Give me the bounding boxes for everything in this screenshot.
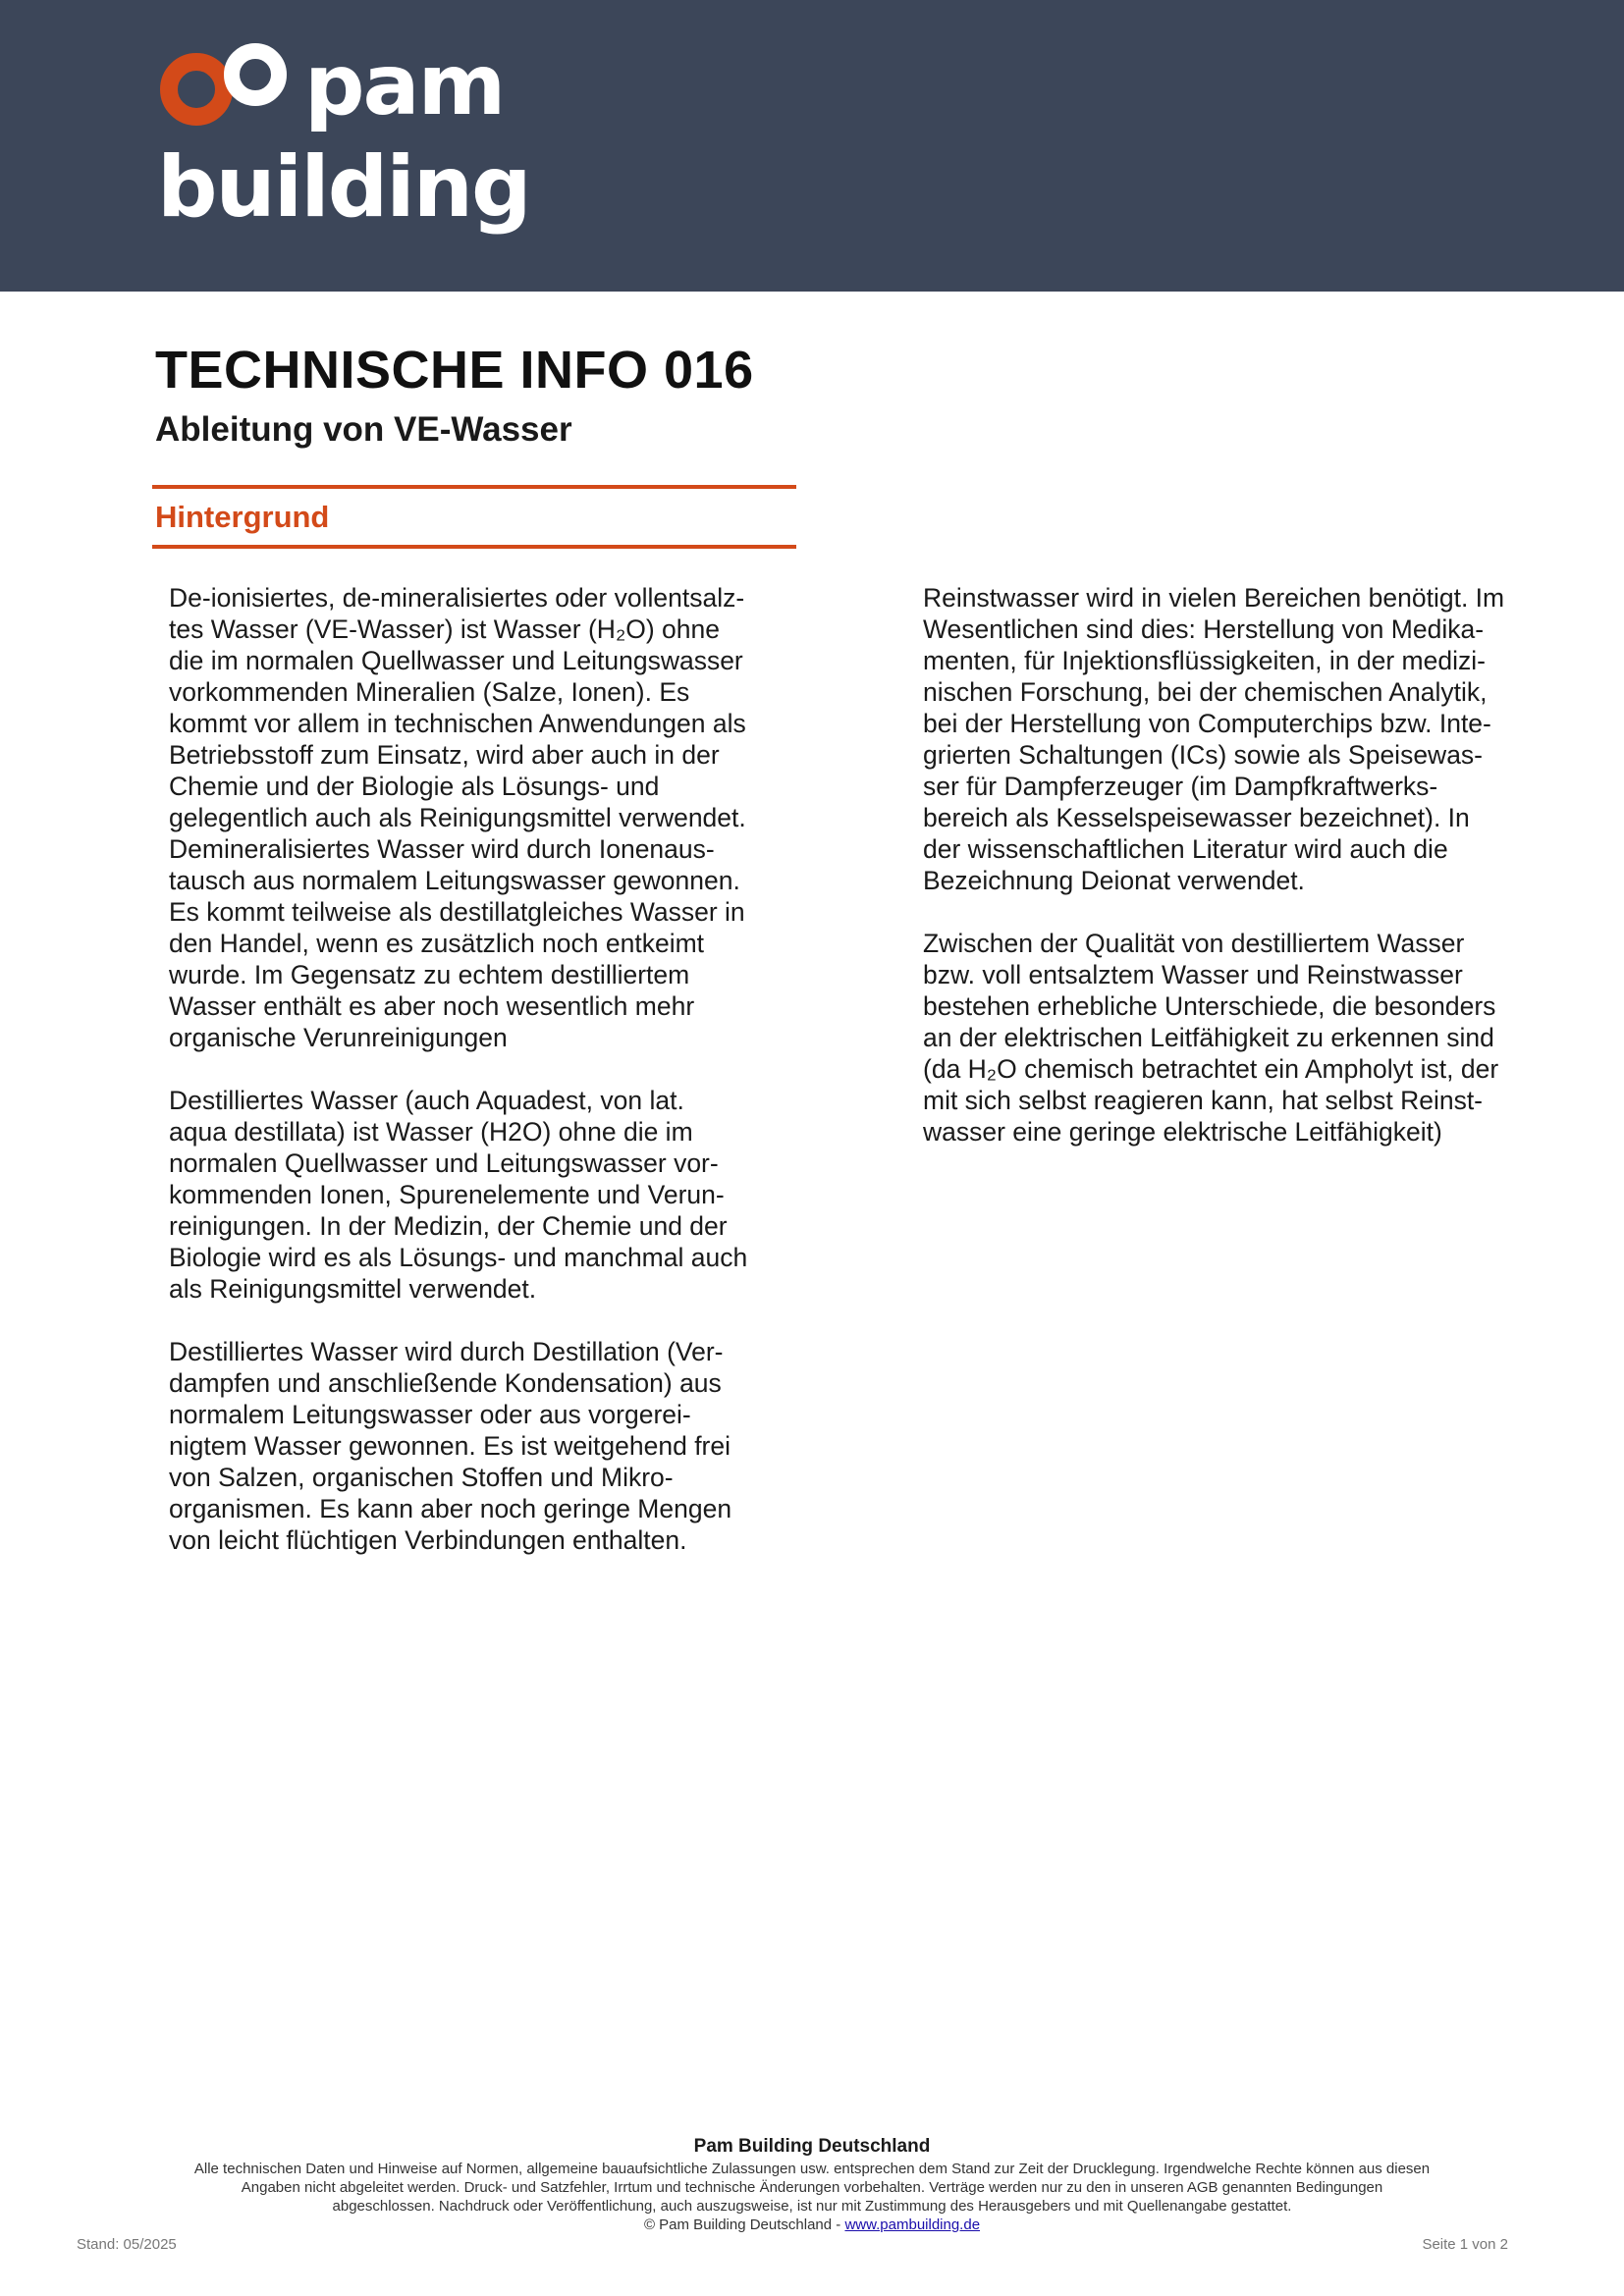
logo-text-building: building bbox=[157, 138, 530, 237]
page-title: TECHNISCHE INFO 016 bbox=[155, 341, 754, 400]
footer-disclaimer: Alle technischen Daten und Hinweise auf Normen, allgemeine bauaufsichtliche Zulassungen usw. entsprechen dem Stand zur Zeit der Drucklegung. Irgendwelche Rechte können aus diesen Angaben nicht abgeleitet werden. Druck- und Satzfehler, Irrtum und technische Änderungen vorbehalten. Verträge werden nur zu den in unseren AGB genannten Bedingungen abgeschlossen. Nachdruck oder Veröffentlichung, auch auszugsweise, ist nur mit Zustimmung des Herausgebers und mit Quellenangabe gestattet. bbox=[193, 2161, 1431, 2215]
page-subtitle: Ableitung von VE-Wasser bbox=[155, 410, 572, 449]
paragraph: Destilliertes Wasser (auch Aquadest, von lat. aqua destillata) ist Wasser (H2O) ohne die im normalen Quellwasser und Leitungswasser vor- kommenden Ionen, Spurenelemente und Verun- reinigungen. In der Medizin, der Chemie und der Biologie wird es als Lösungs- und manchmal auch als Reinigungsmittel verwendet. bbox=[169, 1086, 748, 1304]
text-column-right bbox=[923, 582, 1551, 1179]
page-footer bbox=[0, 2136, 1624, 2234]
footer-copyright: © Pam Building Deutschland - bbox=[643, 2216, 845, 2233]
brand-logo bbox=[157, 35, 530, 246]
paragraph: Zwischen der Qualität von destilliertem Wasser bzw. voll entsalztem Wasser und Reinstwasser bestehen erhebliche Unterschiede, die besonders an der elektrischen Leitfähigkeit zu erkennen sind (da H₂O chemisch betrachtet ein Ampholyt ist, der mit sich selbst reagieren kann, hat selbst Reinst- wasser eine geringe elektrische Leitfähigkeit) bbox=[923, 929, 1499, 1147]
logo-text-pam: pam bbox=[304, 36, 505, 134]
pam-logo-rings-icon bbox=[157, 35, 304, 133]
paragraph: Reinstwasser wird in vielen Bereichen benötigt. Im Wesentlichen sind dies: Herstellung von Medika- menten, für Injektionsflüssigkeiten, in der medizi- nischen Forschung, bei der chemischen Analytik, bei der Herstellung von Computerchips bzw. Inte- grierten Schaltungen (ICs) sowie als Speisewas- ser für Dampferzeuger (im Dampfkraftwerks- bereich als Kesselspeisewasser bezeichnet). In der wissenschaftlichen Literatur wird auch die Bezeichnung Deionat verwendet. bbox=[923, 583, 1505, 895]
text-column-left bbox=[169, 582, 797, 1587]
section-rule-top bbox=[152, 485, 796, 489]
footer-company: Pam Building Deutschland bbox=[693, 2136, 931, 2157]
document-stand-date: Stand: 05/2025 bbox=[77, 2236, 177, 2253]
page-header bbox=[0, 0, 1624, 292]
paragraph: Destilliertes Wasser wird durch Destillation (Ver- dampfen und anschließende Kondensation) aus normalem Leitungswasser oder aus vorgerei- nigtem Wasser gewonnen. Es ist weitgehend frei von Salzen, organischen Stoffen und Mikro- organismen. Es kann aber noch geringe Mengen von leicht flüchtigen Verbindungen enthalten. bbox=[169, 1337, 732, 1555]
paragraph: De-ionisiertes, de-mineralisiertes oder vollentsalz- tes Wasser (VE-Wasser) ist Wasser (H₂O) ohne die im normalen Quellwasser und Leitungswasser vorkommenden Mineralien (Salze, Ionen). Es kommt vor allem in technischen Anwendungen als Betriebsstoff zum Einsatz, wird aber auch in der Chemie und der Biologie als Lösungs- und gelegentlich auch als Reinigungsmittel verwendet. Demineralisiertes Wasser wird durch Ionenaus- tausch aus normalem Leitungswasser gewonnen. Es kommt teilweise als destillatgleiches Wasser in den Handel, wenn es zusätzlich noch entkeimt wurde. Im Gegensatz zu echtem destilliertem Wasser enthält es aber noch wesentlich mehr organische Verunreinigungen bbox=[169, 583, 746, 1052]
page-number: Seite 1 von 2 bbox=[1422, 2236, 1508, 2253]
footer-copyright-line bbox=[0, 2216, 1624, 2234]
section-rule-bottom bbox=[152, 545, 796, 549]
section-heading: Hintergrund bbox=[155, 500, 330, 534]
website-link[interactable]: www.pambuilding.de bbox=[844, 2216, 981, 2233]
